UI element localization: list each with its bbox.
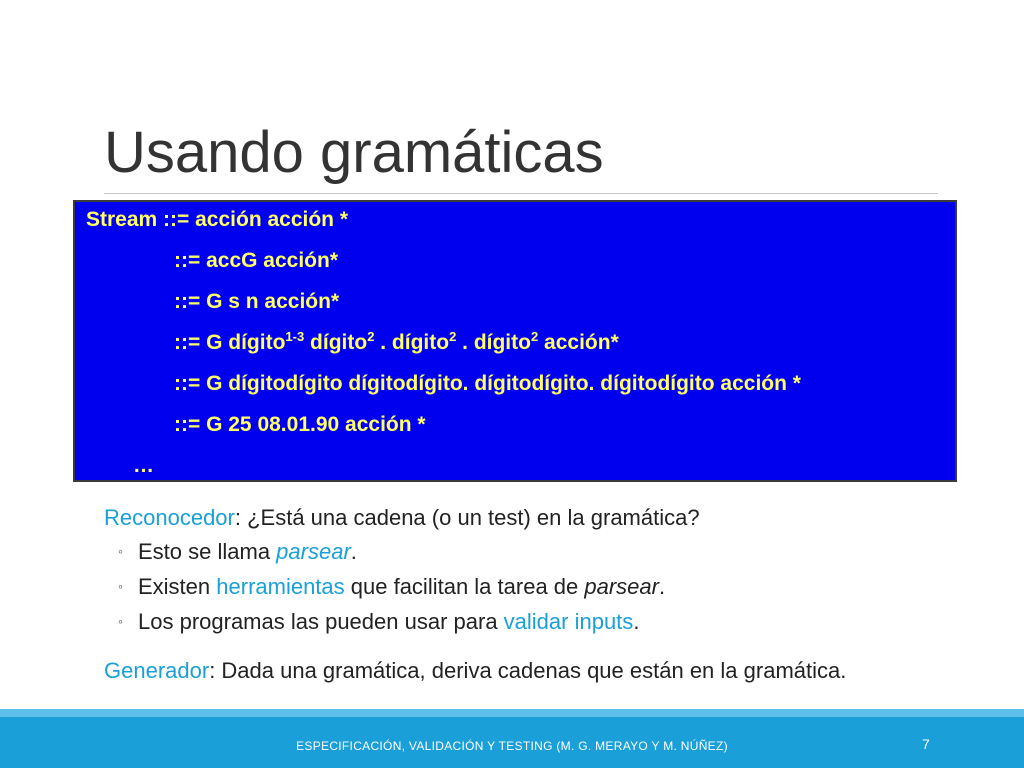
sub3-end: . xyxy=(633,609,640,634)
sub1-text: Esto se llama xyxy=(138,539,277,564)
footer-text: ESPECIFICACIÓN, VALIDACIÓN Y TESTING (M. G. MERAYO Y M. NÚÑEZ) xyxy=(296,739,728,753)
sub-bullet-3 xyxy=(118,606,639,637)
sub2-em: parsear xyxy=(584,574,659,599)
grammar-line-4-c: . dígito xyxy=(374,331,450,354)
sub-bullet-marker: ◦ xyxy=(118,613,123,629)
grammar-line-4-b: dígito xyxy=(304,331,368,354)
grammar-line-4 xyxy=(174,330,619,356)
grammar-line-4-e: acción* xyxy=(538,331,619,354)
grammar-line-2: ::= accG acción* xyxy=(174,249,338,272)
sub2-mid: que facilitan la tarea de xyxy=(344,574,585,599)
sub3-text: Los programas las pueden usar para xyxy=(138,609,504,634)
bullet-generador xyxy=(104,656,846,686)
sub-bullet-2 xyxy=(118,571,665,602)
grammar-line-6: ::= G 25 08.01.90 acción * xyxy=(174,413,426,436)
bullet-reconocedor xyxy=(104,503,700,533)
grammar-box xyxy=(73,200,957,482)
grammar-line-1: Stream ::= acción acción * xyxy=(86,208,349,231)
sub1-end: . xyxy=(350,539,357,564)
sub1-em: parsear xyxy=(276,539,351,564)
grammar-line-4-d: . dígito xyxy=(456,331,531,354)
sub2-text: Existen xyxy=(138,574,217,599)
sub-bullet-marker: ◦ xyxy=(118,543,123,559)
slide-title: Usando gramáticas xyxy=(104,120,604,185)
grammar-line-4-a: ::= G dígito xyxy=(174,331,286,354)
grammar-line-4-sup2: 2 xyxy=(367,329,375,344)
title-divider xyxy=(104,193,938,194)
grammar-line-4-sup4: 2 xyxy=(530,329,539,344)
reconocedor-text: : ¿Está una cadena (o un test) en la gramática? xyxy=(234,505,700,530)
grammar-line-3: ::= G s n acción* xyxy=(174,290,340,313)
sub3-hl: validar inputs xyxy=(503,609,634,634)
page-number: 7 xyxy=(922,736,930,752)
term-generador: Generador xyxy=(104,658,210,683)
grammar-line-7: … xyxy=(133,454,154,477)
grammar-line-4-sup3: 2 xyxy=(449,329,457,344)
footer-stripe xyxy=(0,709,1024,717)
grammar-line-5: ::= G dígitodígito dígitodígito. dígitodígito. dígitodígito acción * xyxy=(174,372,801,395)
sub2-hl: herramientas xyxy=(216,574,345,599)
grammar-line-4-sup1: 1-3 xyxy=(285,329,305,344)
sub2-end: . xyxy=(658,574,666,599)
generador-text: : Dada una gramática, deriva cadenas que están en la gramática. xyxy=(209,658,847,683)
sub-bullet-1 xyxy=(118,536,357,567)
sub-bullet-marker: ◦ xyxy=(118,578,123,594)
term-reconocedor: Reconocedor xyxy=(104,505,235,530)
